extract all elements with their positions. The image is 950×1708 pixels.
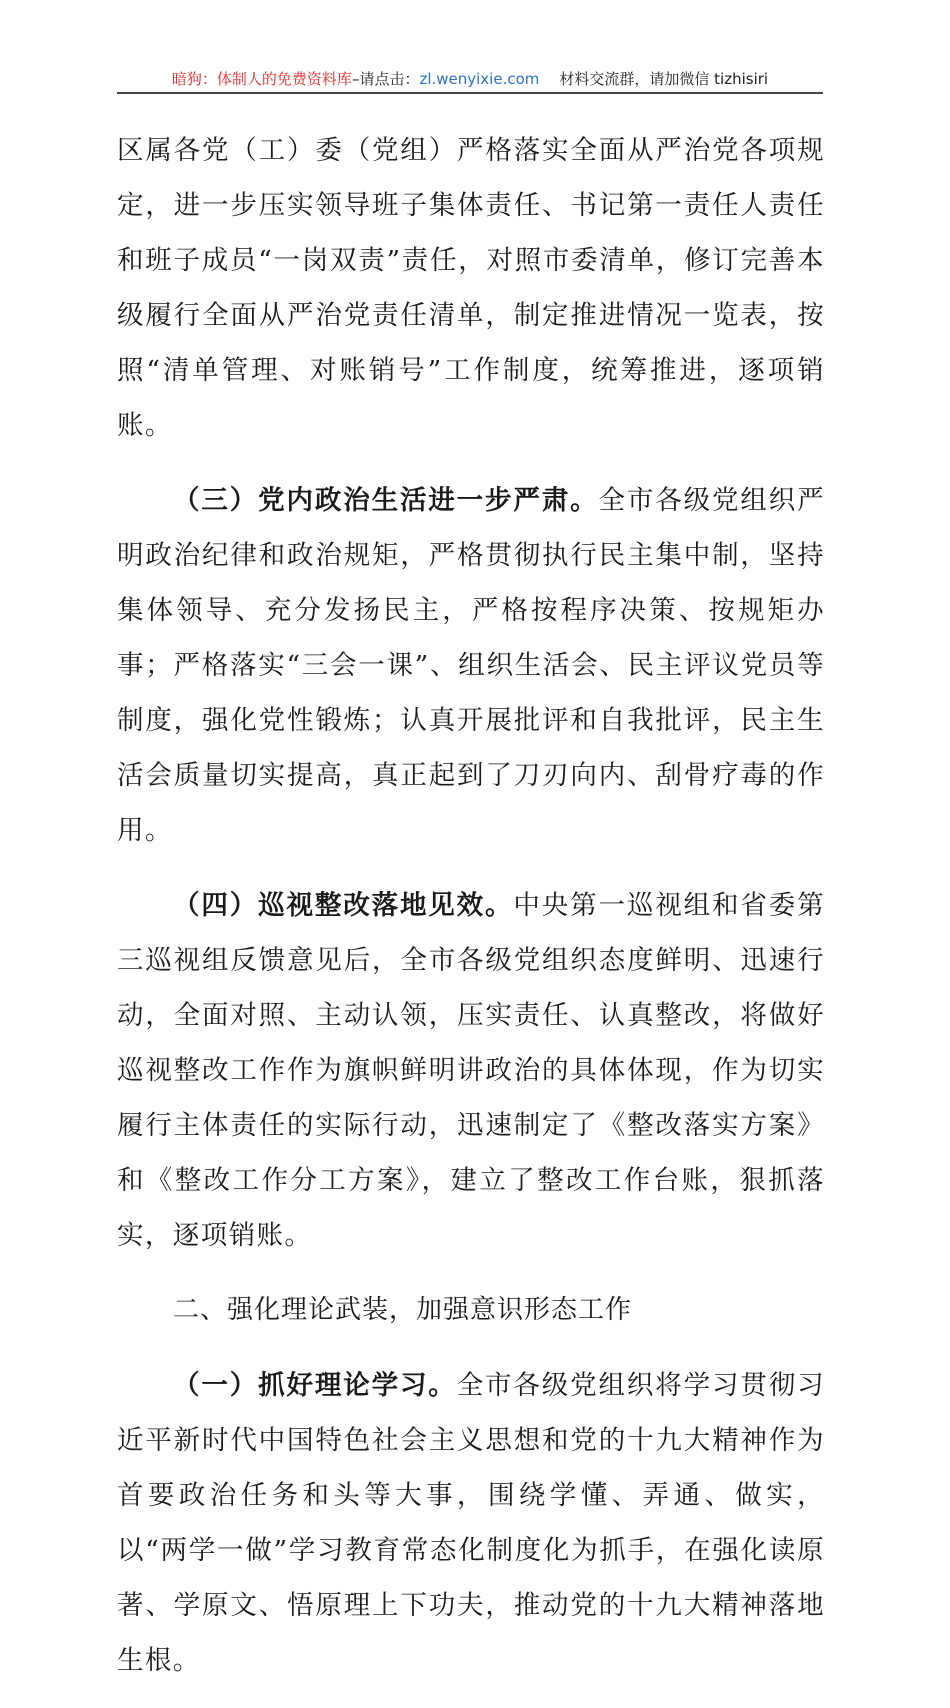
paragraph-text: 全市各级党组织严明政治纪律和政治规矩，严格贯彻执行民主集中制，坚持集体领导、充分发扬民主，严格按程序决策、按规矩办事；严格落实“三会一课”、组织生活会、民主评议党员等制度，强化党性锻炼；认真开展批评和自我批评，民主生活会质量切实提高，真正起到了刀刃向内、刮骨疗毒的作用。 — [117, 485, 826, 846]
header-brand: 暗狗：体制人的免费资料库 — [171, 70, 352, 88]
paragraph-heading: （四）巡视整改落地见效。 — [173, 890, 514, 921]
paragraph-political-life — [117, 473, 825, 858]
header-click-prompt: –请点击： — [351, 70, 420, 88]
paragraph-continued: 区属各党（工）委（党组）严格落实全面从严治党各项规定，进一步压实领导班子集体责任、书记第一责任人责任和班子成员“一岗双责”责任，对照市委清单，修订完善本级履行全面从严治党责任清单，制定推进情况一览表，按照“清单管理、对账销号”工作制度，统筹推进，逐项销账。 — [117, 135, 825, 441]
document-body — [117, 123, 825, 1708]
paragraph-text: 全市各级党组织将学习贯彻习近平新时代中国特色社会主义思想和党的十九大精神作为首要政治任务和头等大事，围绕学懂、弄通、做实，以“两学一做”学习教育常态化制度化为抓手，在强化读原著、学原文、悟原理上下功夫，推动党的十九大精神落地生根。 — [117, 1370, 826, 1676]
paragraph-heading: （三）党内政治生活进一步严肃。 — [173, 485, 599, 516]
header-url-link[interactable]: zl.wenyixie.com — [419, 70, 540, 88]
paragraph-text: 中央第一巡视组和省委第三巡视组反馈意见后，全市各级党组织态度鲜明、迅速行动，全面对照、主动认领，压实责任、认真整改，将做好巡视整改工作作为旗帜鲜明讲政治的具体体现，作为切实履行主体责任的实际行动，迅速制定了《整改落实方案》和《整改工作分工方案》，建立了整改工作台账，狠抓落实，逐项销账。 — [117, 890, 825, 1251]
paragraph-theory-study — [117, 1358, 825, 1688]
header-rule — [117, 92, 823, 94]
page-header — [117, 66, 823, 92]
paragraph-inspection-rectification — [117, 878, 825, 1263]
paragraph-heading: （一）抓好理论学习。 — [173, 1370, 457, 1401]
section-title: 二、强化理论武装，加强意识形态工作 — [173, 1295, 633, 1325]
header-group-text: 材料交流群，请加微信 tizhisiri — [559, 70, 769, 88]
